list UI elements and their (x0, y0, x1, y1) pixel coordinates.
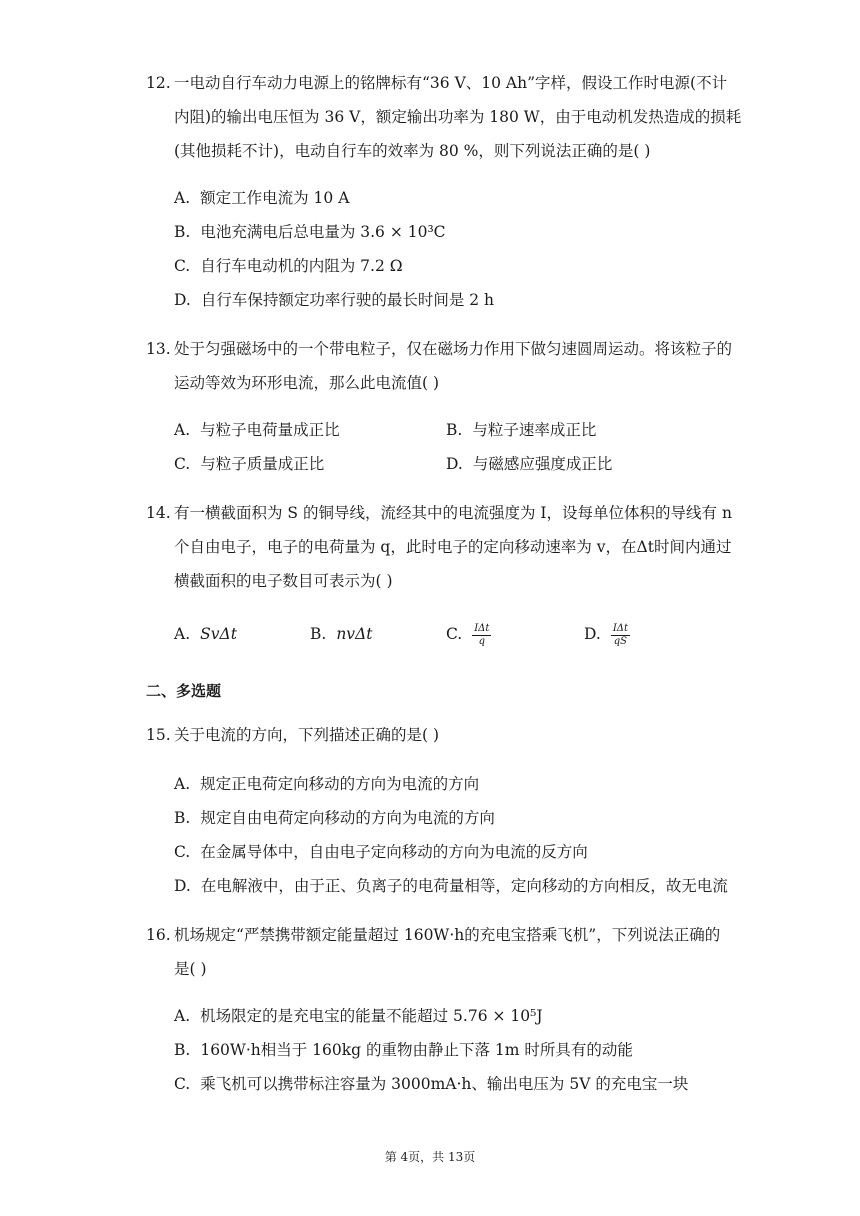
stem-line: 关于电流的方向，下列描述正确的是( ) (174, 726, 440, 744)
option-text: 乘飞机可以携带标注容量为 3000mA·h、输出电压为 5V 的充电宝一块 (200, 1075, 689, 1093)
option-text: nvΔt (336, 625, 373, 643)
option-text: 规定正电荷定向移动的方向为电流的方向 (200, 775, 480, 793)
option-text: 自行车电动机的内阻为 7.2 Ω (200, 257, 403, 275)
option-text: 在电解液中，由于正、负离子的电荷量相等，定向移动的方向相反，故无电流 (200, 877, 728, 895)
stem-line: 内阻)的输出电压恒为 36 V，额定输出功率为 180 W，由于电动机发热造成的损耗 (174, 108, 742, 126)
question-number: 16. (146, 926, 171, 944)
stem-line: 个自由电子，电子的电荷量为 q，此时电子的定向移动速率为 v，在Δt时间内通过 (174, 538, 732, 556)
option-text: 与粒子电荷量成正比 (200, 421, 340, 439)
question-14 (146, 496, 732, 598)
option-label: B. (174, 1041, 191, 1059)
question-16 (146, 918, 726, 986)
option-text: 规定自由电荷定向移动的方向为电流的方向 (200, 809, 495, 827)
stem-line: 运动等效为环形电流，那么此电流值( ) (174, 374, 440, 392)
option-label: A. (174, 189, 191, 207)
stem-line: 一电动自行车动力电源上的铭牌标有“36 V、10 Ah”字样，假设工作时电源(不计 (174, 74, 728, 92)
option-d (174, 876, 728, 896)
option-d (584, 620, 630, 648)
option-text: 自行车保持额定功率行驶的最长时间是 2 h (200, 291, 495, 309)
option-a (174, 1006, 543, 1026)
option-label: C. (174, 843, 191, 861)
option-c (174, 454, 324, 474)
option-label: A. (174, 625, 191, 643)
stem-line: 有一横截面积为 S 的铜导线，流经其中的电流强度为 I，设每单位体积的导线有 n (174, 504, 732, 522)
option-text: 与粒子速率成正比 (472, 421, 597, 439)
fraction (611, 623, 630, 648)
fraction (472, 623, 491, 648)
fraction-denominator: q (478, 635, 486, 647)
option-text: 与粒子质量成正比 (200, 455, 325, 473)
option-text: 与磁感应强度成正比 (472, 455, 613, 473)
fraction-denominator: qS (613, 635, 628, 647)
option-c (174, 842, 588, 862)
option-text: 在金属导体中，自由电子定向移动的方向为电流的反方向 (200, 843, 588, 861)
question-stem (146, 332, 733, 400)
question-number: 14. (146, 504, 171, 522)
question-number: 13. (146, 340, 171, 358)
option-label: D. (174, 877, 191, 895)
question-number: 15. (146, 726, 171, 744)
option-label: C. (174, 1075, 191, 1093)
question-stem (146, 66, 742, 168)
option-label: B. (310, 625, 327, 643)
option-c (446, 620, 491, 648)
option-label: A. (174, 775, 191, 793)
option-text: 160W·h相当于 160kg 的重物由静止下落 1m 时所具有的动能 (200, 1041, 633, 1059)
option-d (174, 290, 494, 310)
option-label: C. (446, 625, 463, 643)
fraction-numerator: IΔt (474, 622, 490, 634)
section-title: 二、多选题 (146, 682, 222, 700)
fraction-numerator: IΔt (612, 622, 629, 634)
stem-line: 横截面积的电子数目可表示为( ) (174, 572, 393, 590)
option-a (174, 624, 237, 644)
question-stem (146, 718, 726, 752)
option-label: C. (174, 257, 191, 275)
option-label: A. (174, 421, 191, 439)
question-15 (146, 718, 726, 752)
option-text: SvΔt (200, 625, 237, 643)
option-label: C. (174, 455, 191, 473)
question-stem (146, 496, 732, 598)
question-number: 12. (146, 74, 171, 92)
option-text: 额定工作电流为 10 A (200, 189, 350, 207)
option-label: B. (174, 223, 191, 241)
stem-line: 机场规定“严禁携带额定能量超过 160W·h的充电宝搭乘飞机”，下列说法正确的 (174, 926, 721, 944)
stem-line: (其他损耗不计)，电动自行车的效率为 80 %，则下列说法正确的是( ) (174, 142, 651, 160)
option-b (174, 222, 446, 242)
stem-line: 处于匀强磁场中的一个带电粒子，仅在磁场力作用下做匀速圆周运动。将该粒子的 (174, 340, 733, 358)
option-label: D. (446, 455, 463, 473)
option-label: D. (584, 625, 601, 643)
option-c (174, 1074, 688, 1094)
option-label: B. (174, 809, 191, 827)
question-12 (146, 66, 742, 168)
question-stem (146, 918, 726, 986)
option-b (310, 624, 373, 644)
option-b (174, 1040, 633, 1060)
stem-line: 是( ) (174, 960, 207, 978)
option-b (446, 420, 596, 440)
option-b (174, 808, 495, 828)
option-label: A. (174, 1007, 191, 1025)
option-text: 电池充满电后总电量为 3.6 × 10³C (200, 223, 446, 241)
option-label: B. (446, 421, 463, 439)
option-a (174, 420, 340, 440)
option-c (174, 256, 403, 276)
option-a (174, 774, 479, 794)
page-footer: 第 4页，共 13页 (384, 1150, 476, 1164)
question-13 (146, 332, 733, 400)
option-d (446, 454, 612, 474)
option-text: 机场限定的是充电宝的能量不能超过 5.76 × 10⁵J (200, 1007, 543, 1025)
option-label: D. (174, 291, 191, 309)
option-a (174, 188, 349, 208)
